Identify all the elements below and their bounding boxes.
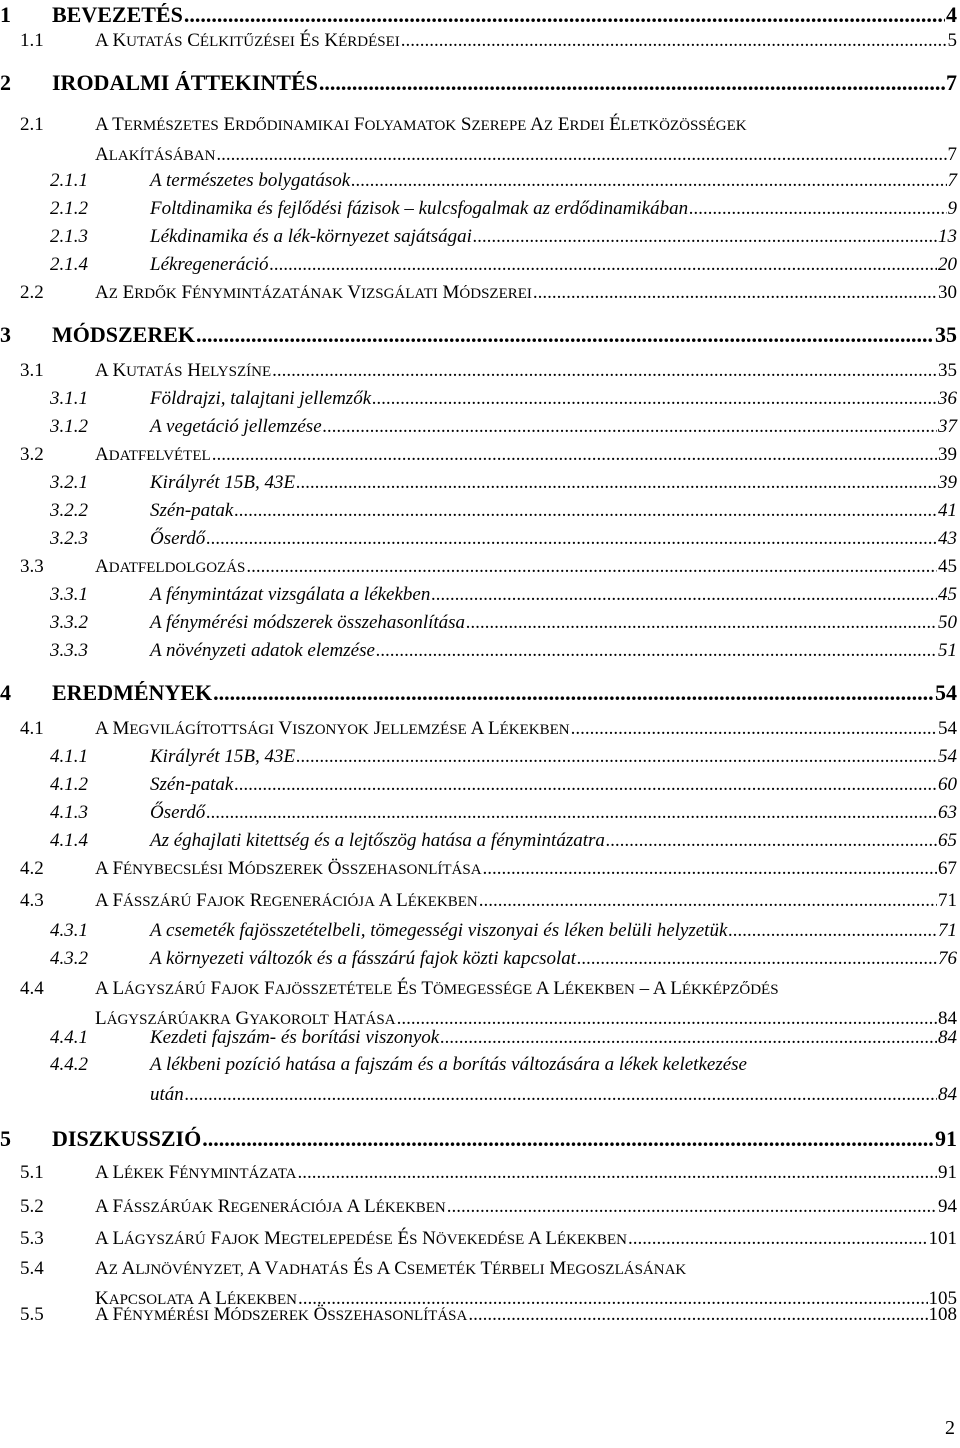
toc-number: 3.3.2 xyxy=(50,612,88,633)
toc-title: ADATFELVÉTEL xyxy=(95,444,211,465)
toc-title: A csemeték fajösszetételbeli, tömegességi viszonyai és léken belüli helyzetük xyxy=(150,920,728,941)
toc-page-number: 36 xyxy=(938,388,957,409)
toc-page-number: 50 xyxy=(938,612,957,633)
toc-leader-dots xyxy=(728,920,937,942)
toc-title-continued: KAPCSOLATA A LÉKEKBEN xyxy=(95,1288,297,1309)
toc-title: BEVEZETÉS xyxy=(52,2,183,27)
toc-number: 2.1.2 xyxy=(50,198,88,219)
page-number: 2 xyxy=(945,1417,955,1439)
toc-leader-dots xyxy=(401,30,947,52)
toc-leader-dots xyxy=(319,70,945,96)
toc-leader-dots xyxy=(216,144,946,166)
toc-title: Lékdinamika és a lék-környezet sajátságai xyxy=(150,226,472,247)
toc-page-number: 101 xyxy=(928,1228,957,1249)
toc-title: A MEGVILÁGÍTOTTSÁGI VISZONYOK JELLEMZÉSE A LÉKEKBEN xyxy=(95,718,570,739)
toc-page-number: 39 xyxy=(938,472,957,493)
toc-page-number: 37 xyxy=(938,416,957,437)
toc-leader-dots xyxy=(689,198,946,220)
toc-page-number: 7 xyxy=(946,70,957,95)
toc-number: 3 xyxy=(0,322,11,347)
toc-page-number: 20 xyxy=(938,254,957,275)
toc-number: 5 xyxy=(0,1126,11,1151)
toc-number: 1 xyxy=(0,2,11,27)
toc-leader-dots xyxy=(473,226,937,248)
toc-leader-dots xyxy=(479,890,937,912)
toc-number: 4 xyxy=(0,680,11,705)
toc-leader-dots xyxy=(234,500,937,522)
toc-title: A TERMÉSZETES ERDŐDINAMIKAI FOLYAMATOK SZEREPE AZ ERDEI ÉLETKÖZÖSSÉGEK xyxy=(95,114,747,135)
toc-number: 2.1.3 xyxy=(50,226,88,247)
toc-number: 5.4 xyxy=(20,1258,44,1279)
toc-page-number: 94 xyxy=(938,1196,957,1217)
toc-leader-dots xyxy=(571,718,937,740)
toc-leader-dots xyxy=(185,1084,937,1106)
toc-title: Kezdeti fajszám- és borítási viszonyok xyxy=(150,1027,440,1048)
toc-title: AZ ALJNÖVÉNYZET, A VADHATÁS ÉS A CSEMETÉK TÉRBELI MEGOSZLÁSÁNAK xyxy=(95,1258,687,1279)
toc-page-number: 43 xyxy=(938,528,957,549)
toc-page-number: 63 xyxy=(938,802,957,823)
toc-leader-dots xyxy=(270,254,937,276)
toc-leader-dots xyxy=(431,584,937,606)
toc-leader-dots xyxy=(296,746,937,768)
toc-number: 4.3.1 xyxy=(50,920,88,941)
toc-title: Királyrét 15B, 43E xyxy=(150,746,296,767)
toc-leader-dots xyxy=(606,830,937,852)
toc-page-number: 39 xyxy=(938,444,957,465)
toc-page-number: 30 xyxy=(938,282,957,303)
toc-leader-dots xyxy=(212,444,937,466)
toc-title: EREDMÉNYEK xyxy=(52,680,213,705)
toc-page-number: 35 xyxy=(935,322,957,347)
toc-leader-dots xyxy=(628,1228,928,1250)
toc-number: 4.1.2 xyxy=(50,774,88,795)
toc-number: 5.1 xyxy=(20,1162,44,1183)
toc-leader-dots xyxy=(272,360,937,382)
toc-title-continued: után xyxy=(150,1084,184,1105)
toc-leader-dots xyxy=(296,472,937,494)
toc-title: Foltdinamika és fejlődési fázisok – kulcsfogalmak az erdődinamikában xyxy=(150,198,689,219)
toc-page-number: 84 xyxy=(938,1027,957,1048)
toc-page-number: 84 xyxy=(938,1084,957,1105)
toc-title-continued: ALAKÍTÁSÁBAN xyxy=(95,144,216,165)
toc-number: 4.2 xyxy=(20,858,44,879)
toc-page-number: 4 xyxy=(946,2,957,27)
toc-leader-dots xyxy=(213,680,934,706)
toc-leader-dots xyxy=(577,948,937,970)
toc-number: 2 xyxy=(0,70,11,95)
toc-title: A LÉKEK FÉNYMINTÁZATA xyxy=(95,1162,297,1183)
toc-leader-dots xyxy=(468,1304,927,1326)
toc-title: Királyrét 15B, 43E xyxy=(150,472,296,493)
toc-page-number: 51 xyxy=(938,640,957,661)
toc-title: A LÁGYSZÁRÚ FAJOK MEGTELEPEDÉSE ÉS NÖVEKEDÉSE A LÉKEKBEN xyxy=(95,1228,627,1249)
toc-leader-dots xyxy=(376,640,937,662)
toc-title: AZ ERDŐK FÉNYMINTÁZATÁNAK VIZSGÁLATI MÓDSZEREI xyxy=(95,282,532,303)
toc-number: 3.3 xyxy=(20,556,44,577)
toc-page-number: 54 xyxy=(935,680,957,705)
toc-page-number: 5 xyxy=(947,30,957,51)
toc-title: Földrajzi, talajtani jellemzők xyxy=(150,388,372,409)
toc-leader-dots xyxy=(202,1126,934,1152)
toc-page-number: 13 xyxy=(938,226,957,247)
toc-leader-dots xyxy=(351,170,946,192)
toc-page-number: 105 xyxy=(928,1288,957,1309)
toc-page-number: 67 xyxy=(938,858,957,879)
toc-leader-dots xyxy=(206,528,937,550)
toc-page-number: 54 xyxy=(938,746,957,767)
toc-page-number: 65 xyxy=(938,830,957,851)
toc-page-number: 84 xyxy=(938,1008,957,1029)
toc-leader-dots xyxy=(483,858,937,880)
toc-number: 4.4.2 xyxy=(50,1054,88,1075)
toc-title: A KUTATÁS HELYSZÍNE xyxy=(95,360,272,381)
toc-leader-dots xyxy=(184,2,945,28)
toc-number: 1.1 xyxy=(20,30,44,51)
toc-page-number: 45 xyxy=(938,556,957,577)
toc-number: 3.2 xyxy=(20,444,44,465)
toc-title: A FÁSSZÁRÚ FAJOK REGENERÁCIÓJA A LÉKEKBEN xyxy=(95,890,478,911)
toc-page-number: 7 xyxy=(947,170,957,191)
toc-number: 4.4.1 xyxy=(50,1027,88,1048)
toc-title: A környezeti változók és a fásszárú fajok közti kapcsolat xyxy=(150,948,577,969)
toc-title: Szén-patak xyxy=(150,774,234,795)
toc-title: A FÉNYBECSLÉSI MÓDSZEREK ÖSSZEHASONLÍTÁSA xyxy=(95,858,482,879)
toc-number: 4.3.2 xyxy=(50,948,88,969)
toc-leader-dots xyxy=(298,1162,938,1184)
toc-title: Az éghajlati kitettség és a lejtőszög hatása a fénymintázatra xyxy=(150,830,605,851)
toc-title: A fénymérési módszerek összehasonlítása xyxy=(150,612,466,633)
toc-leader-dots xyxy=(196,322,934,348)
toc-number: 4.1.1 xyxy=(50,746,88,767)
toc-title: A lékbeni pozíció hatása a fajszám és a borítás változására a lékek keletkezése xyxy=(150,1054,747,1075)
toc-title: A FÁSSZÁRÚAK REGENERÁCIÓJA A LÉKEKBEN xyxy=(95,1196,446,1217)
toc-number: 2.1.4 xyxy=(50,254,88,275)
toc-page-number: 91 xyxy=(938,1162,957,1183)
toc-title-continued: LÁGYSZÁRÚAKRA GYAKOROLT HATÁSA xyxy=(95,1008,396,1029)
toc-title: DISZKUSSZIÓ xyxy=(52,1126,202,1151)
toc-page-number: 71 xyxy=(938,890,957,911)
toc-number: 3.1.2 xyxy=(50,416,88,437)
toc-title: Őserdő xyxy=(150,802,206,823)
toc-number: 5.3 xyxy=(20,1228,44,1249)
toc-page-number: 45 xyxy=(938,584,957,605)
toc-number: 3.2.1 xyxy=(50,472,88,493)
toc-leader-dots xyxy=(234,774,937,796)
toc-title: Szén-patak xyxy=(150,500,234,521)
toc-number: 3.3.1 xyxy=(50,584,88,605)
toc-title: A KUTATÁS CÉLKITŰZÉSEI ÉS KÉRDÉSEI xyxy=(95,30,400,51)
toc-page-number: 35 xyxy=(938,360,957,381)
toc-number: 2.1.1 xyxy=(50,170,88,191)
toc-page-number: 108 xyxy=(928,1304,957,1325)
toc-leader-dots xyxy=(372,388,937,410)
toc-page-number: 71 xyxy=(938,920,957,941)
toc-leader-dots xyxy=(447,1196,937,1218)
toc-title: IRODALMI ÁTTEKINTÉS xyxy=(52,70,318,95)
toc-title: A LÁGYSZÁRÚ FAJOK FAJÖSSZETÉTELE ÉS TÖMEGESSÉGE A LÉKEKBEN – A LÉKKÉPZŐDÉS xyxy=(95,978,779,999)
toc-title: A természetes bolygatások xyxy=(150,170,351,191)
toc-number: 4.1.4 xyxy=(50,830,88,851)
toc-number: 5.2 xyxy=(20,1196,44,1217)
toc-number: 2.1 xyxy=(20,114,44,135)
toc-page-number: 41 xyxy=(938,500,957,521)
toc-number: 3.2.3 xyxy=(50,528,88,549)
toc-title: Őserdő xyxy=(150,528,206,549)
toc-title: A fénymintázat vizsgálata a lékekben xyxy=(150,584,431,605)
toc-page-number: 7 xyxy=(947,144,957,165)
toc-page-number: 76 xyxy=(938,948,957,969)
toc-number: 4.4 xyxy=(20,978,44,999)
toc-title: Lékregeneráció xyxy=(150,254,269,275)
toc-title: ADATFELDOLGOZÁS xyxy=(95,556,246,577)
toc-title: A növényzeti adatok elemzése xyxy=(150,640,375,661)
toc-number: 4.3 xyxy=(20,890,44,911)
toc-number: 3.2.2 xyxy=(50,500,88,521)
toc-number: 5.5 xyxy=(20,1304,44,1325)
toc-number: 4.1 xyxy=(20,718,44,739)
toc-number: 4.1.3 xyxy=(50,802,88,823)
toc-leader-dots xyxy=(440,1027,937,1049)
toc-page-number: 91 xyxy=(935,1126,957,1151)
toc-title: A vegetáció jellemzése xyxy=(150,416,322,437)
toc-number: 2.2 xyxy=(20,282,44,303)
toc-leader-dots xyxy=(246,556,937,578)
toc-page-number: 9 xyxy=(947,198,957,219)
toc-leader-dots xyxy=(533,282,937,304)
toc-number: 3.3.3 xyxy=(50,640,88,661)
toc-leader-dots xyxy=(323,416,937,438)
toc-number: 3.1 xyxy=(20,360,44,381)
toc-page-number: 60 xyxy=(938,774,957,795)
toc-title: MÓDSZEREK xyxy=(52,322,196,347)
toc-title: A FÉNYMÉRÉSI MÓDSZEREK ÖSSZEHASONLÍTÁSA xyxy=(95,1304,468,1325)
toc-leader-dots xyxy=(206,802,937,824)
toc-leader-dots xyxy=(466,612,937,634)
toc-number: 3.1.1 xyxy=(50,388,88,409)
toc-page-number: 54 xyxy=(938,718,957,739)
